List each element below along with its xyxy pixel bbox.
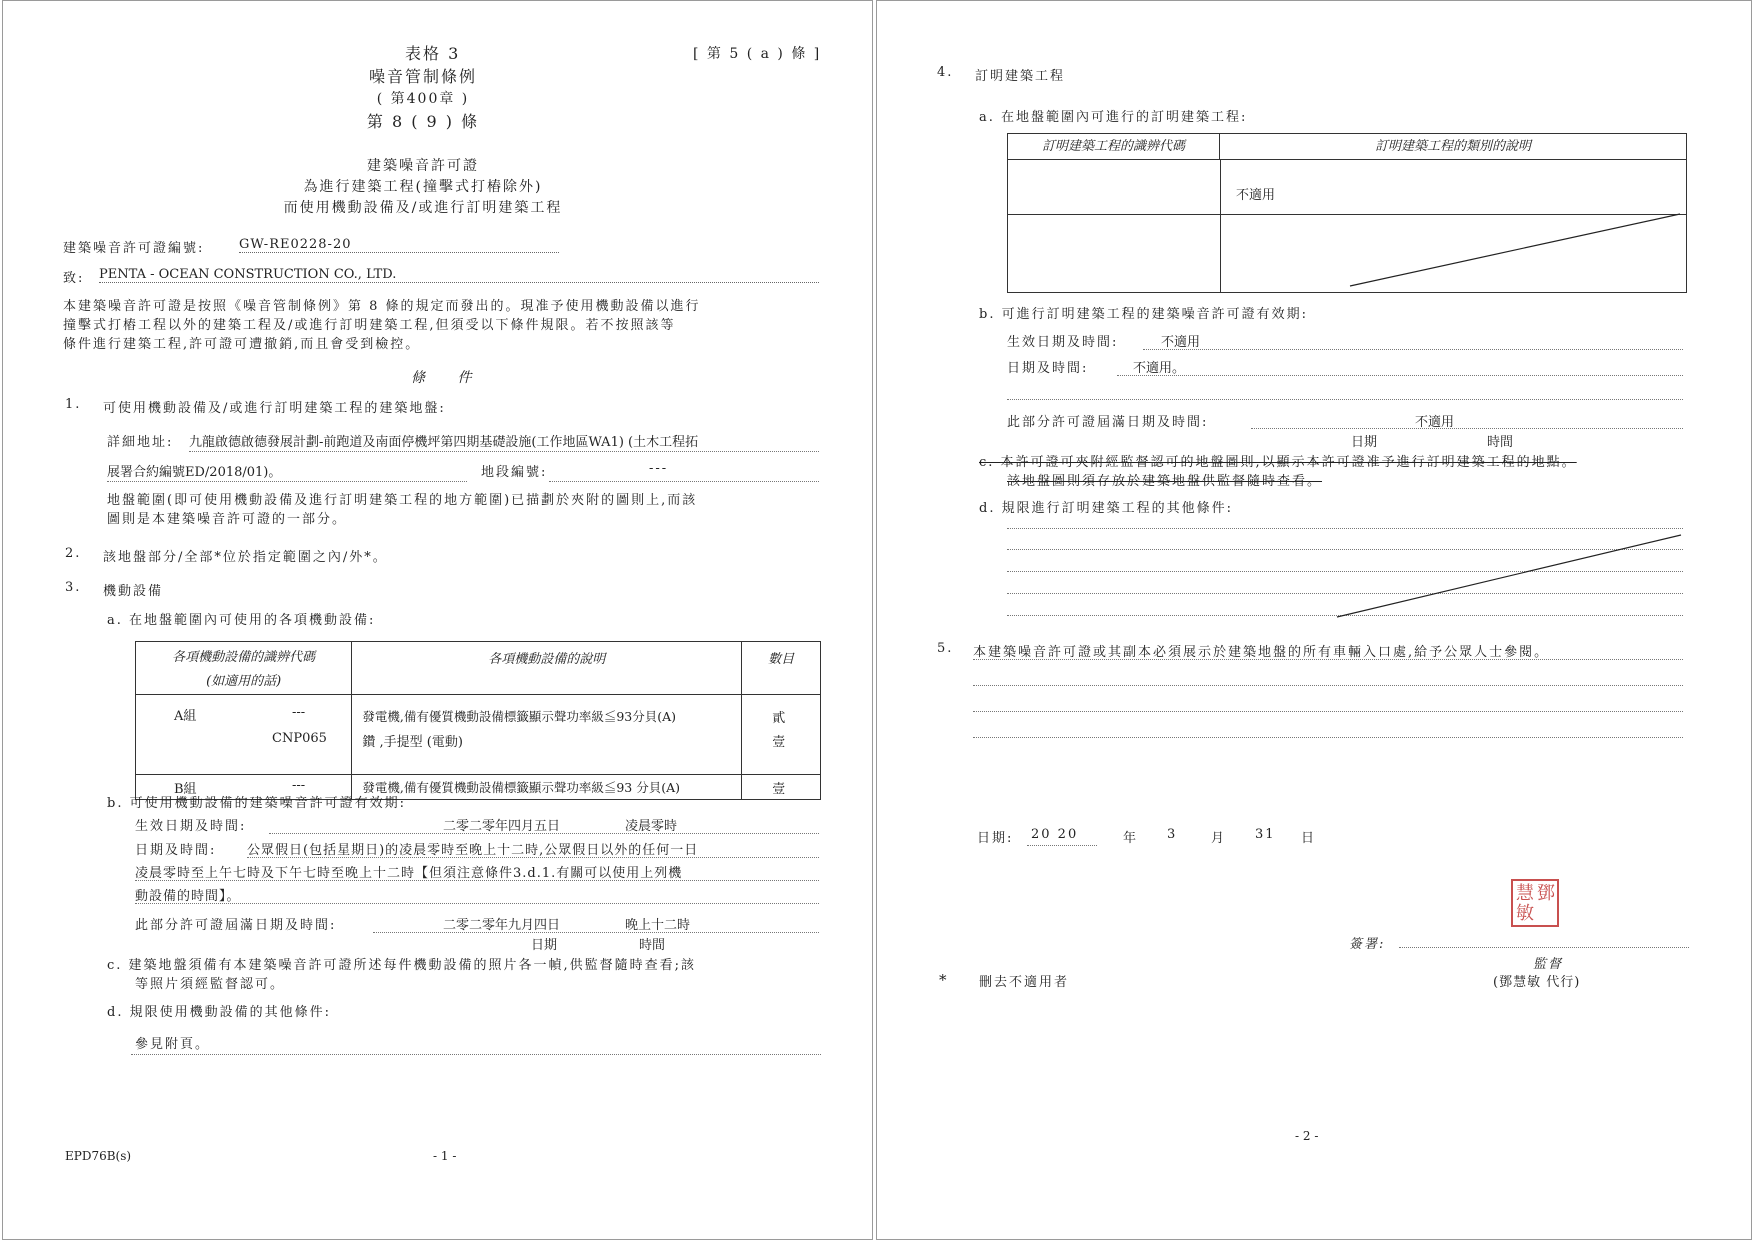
issue-year: 20 20 [1031, 827, 1079, 842]
permit-no-label: 建築噪音許可證編號: [63, 241, 205, 256]
official-seal [1511, 879, 1559, 927]
authority-title: 監督 [1533, 957, 1564, 972]
address-line-2: 展署合約編號ED/2018/01)。 [107, 465, 282, 480]
eq-row-3-code: --- [292, 778, 306, 793]
form-number: 表格 3 [405, 44, 461, 63]
condition-3b-text: b. 可使用機動設備的建築噪音許可證有效期: [107, 796, 406, 811]
pcw-effective-value: 不適用 [1161, 335, 1201, 350]
pcw-header-desc: 訂明建築工程的類別的說明 [1220, 134, 1686, 160]
effective-date: 二零二零年四月五日 [443, 819, 561, 834]
conditions-heading: 條 件 [411, 370, 486, 386]
eq-row-2-qty: 壹 [772, 735, 786, 750]
conditions-strike-line [1007, 529, 1687, 629]
period-label: 日期及時間: [135, 843, 217, 858]
address-label: 詳細地址: [107, 435, 174, 450]
date-caption: 日期 [531, 938, 558, 953]
eq-header-desc: 各項機動設備的說明 [352, 642, 742, 695]
condition-3d-text: d. 規限使用機動設備的其他條件: [107, 1005, 331, 1020]
condition-3-text: 機動設備 [103, 584, 164, 599]
page-number-1: - 1 - [433, 1149, 457, 1163]
eq-row-2-desc: 鑽 ,手提型 (電動) [362, 735, 463, 750]
eq-row-1-group: A組 [174, 709, 197, 724]
section-number: 第 8 ( 9 ) 條 [366, 112, 480, 131]
time-caption: 時間 [639, 938, 666, 953]
footnote-text: 刪去不適用者 [979, 975, 1070, 990]
pcw-header-code: 訂明建築工程的識辨代碼 [1008, 134, 1220, 160]
pcw-strike-line [1008, 134, 1688, 294]
address-line-1: 九龍啟德啟德發展計劃-前跑道及南面停機坪第四期基礎設施(工作地區WA1) (土木工程拓 [189, 435, 699, 450]
period-line-2: 凌晨零時至上午七時及下午七時至晚上十二時【但須注意條件3.d.1.有關可以使用上列機 [135, 866, 683, 881]
lot-number-label: 地段編號: [481, 465, 548, 480]
condition-4-number: 4. [937, 65, 954, 80]
page-2 [876, 0, 1752, 1240]
pcw-expiry-label: 此部分許可證屆滿日期及時間: [1007, 415, 1209, 430]
page-number-2: - 2 - [1295, 1129, 1319, 1143]
eq-header-code: 各項機動設備的識辨代碼 [172, 650, 316, 665]
period-line-1: 公眾假日(包括星期日)的凌晨零時至晚上十二時,公眾假日以外的任何一日 [247, 843, 699, 858]
seal-char-3: 敏 [1516, 903, 1534, 924]
condition-2-number: 2. [65, 546, 82, 561]
condition-5-number: 5. [937, 641, 954, 656]
permit-subtitle-2: 而使用機動設備及/或進行訂明建築工程 [283, 200, 563, 216]
expiry-label: 此部分許可證屆滿日期及時間: [135, 918, 337, 933]
pcw-time-caption: 時間 [1487, 435, 1514, 450]
condition-3c-line-2: 等照片須經監督認可。 [135, 977, 286, 992]
issue-month: 3 [1167, 827, 1178, 842]
condition-4b-text: b. 可進行訂明建築工程的建築噪音許可證有效期: [979, 307, 1308, 322]
month-char: 月 [1211, 831, 1227, 846]
intro-line-3: 條件進行建築工程,許可證可遭撤銷,而且會受到檢控。 [63, 337, 421, 352]
expiry-date: 二零二零年九月四日 [443, 918, 561, 933]
eq-header-qty: 數目 [742, 642, 821, 695]
condition-1-number: 1. [65, 397, 82, 412]
form-code: EPD76B(s) [65, 1149, 132, 1163]
chapter-number: ( 第400章 ) [376, 91, 470, 107]
year-char: 年 [1123, 831, 1139, 846]
eq-row-1-desc: 發電機,備有優質機動設備標籤顯示聲功率級≦93分貝(A) [362, 709, 677, 724]
permit-number: GW-RE0228-20 [239, 237, 559, 253]
lot-number-value: --- [649, 461, 669, 476]
condition-4d-text: d. 規限進行訂明建築工程的其他條件: [979, 501, 1233, 516]
effective-time: 凌晨零時 [625, 819, 678, 834]
section-reference: [ 第 5 ( a ) 條 ] [693, 46, 822, 62]
pcw-effective-label: 生效日期及時間: [1007, 335, 1119, 350]
condition-3d-value: 參見附頁。 [135, 1037, 211, 1052]
issue-date-label: 日期: [977, 831, 1014, 846]
eq-row-2-code: CNP065 [272, 731, 327, 746]
site-description-line-2: 圖則是本建築噪音許可證的一部分。 [107, 512, 348, 527]
condition-4a-text: a. 在地盤範圍內可進行的訂明建築工程: [979, 110, 1248, 125]
eq-row-3-group: B組 [174, 782, 197, 797]
signature-label: 簽署: [1349, 937, 1386, 952]
condition-2-text: 該地盤部分/全部*位於指定範圍之內/外*。 [103, 550, 388, 565]
to-label: 致: [63, 271, 85, 286]
page-1 [2, 0, 873, 1240]
eq-header-code-note: (如適用的話) [206, 674, 282, 689]
condition-3a-text: a. 在地盤範圍內可使用的各項機動設備: [107, 613, 376, 628]
condition-4c-line-1: c. 本許可證可夾附經監督認可的地盤圖則,以顯示本許可證准予進行訂明建築工程的地點。 [979, 455, 1577, 470]
pcw-value: 不適用 [1236, 188, 1276, 203]
seal-char-2: 慧 [1516, 883, 1534, 904]
condition-5-text: 本建築噪音許可證或其副本必須展示於建築地盤的所有車輛入口處,給予公眾人士參閱。 [973, 645, 1550, 660]
period-line-3: 動設備的時間】。 [135, 889, 241, 904]
effective-date-label: 生效日期及時間: [135, 819, 247, 834]
expiry-time: 晚上十二時 [625, 918, 691, 933]
footnote-marker: * [939, 971, 949, 989]
pcw-table [1007, 133, 1687, 293]
day-char: 日 [1301, 831, 1317, 846]
pcw-expiry-value: 不適用 [1415, 415, 1455, 430]
issue-day: 31 [1255, 827, 1276, 842]
seal-char-1: 鄧 [1537, 883, 1555, 904]
site-description-line-1: 地盤範圍(即可使用機動設備及進行訂明建築工程的地方範圍)已描劃於夾附的圖則上,而該 [107, 493, 698, 508]
condition-4c-line-2: 該地盤圖則須存放於建築地盤供監督隨時查看。 [1007, 474, 1323, 489]
ordinance-title: 噪音管制條例 [368, 67, 477, 86]
eq-row-3-desc: 發電機,備有優質機動設備標籤顯示聲功率級≦93 分貝(A) [362, 780, 681, 795]
condition-3c-line-1: c. 建築地盤須備有本建築噪音許可證所述每件機動設備的照片各一幀,供監督隨時查看;該 [107, 958, 697, 973]
condition-1-text: 可使用機動設備及/或進行訂明建築工程的建築地盤: [103, 401, 446, 416]
pcw-date-caption: 日期 [1351, 435, 1378, 450]
eq-row-1-qty: 貳 [772, 711, 786, 726]
eq-row-3-qty: 壹 [772, 782, 786, 797]
pcw-period-label: 日期及時間: [1007, 361, 1089, 376]
condition-4-text: 訂明建築工程 [975, 69, 1066, 84]
intro-line-1: 本建築噪音許可證是按照《噪音管制條例》第 8 條的規定而發出的。現准予使用機動設備以進行 [63, 299, 701, 314]
on-behalf-of: (鄧慧敏 代行) [1493, 975, 1581, 990]
pcw-period-value: 不適用。 [1133, 361, 1186, 376]
equipment-table [135, 641, 821, 800]
condition-3-number: 3. [65, 580, 82, 595]
permit-subtitle-1: 為進行建築工程(撞擊式打樁除外) [303, 179, 543, 195]
intro-line-2: 撞擊式打樁工程以外的建築工程及/或進行訂明建築工程,但須受以下條件規限。若不按照該等 [63, 318, 676, 333]
recipient-name: PENTA - OCEAN CONSTRUCTION CO., LTD. [99, 267, 819, 283]
permit-title: 建築噪音許可證 [367, 158, 479, 174]
eq-row-1-code: --- [292, 705, 306, 720]
